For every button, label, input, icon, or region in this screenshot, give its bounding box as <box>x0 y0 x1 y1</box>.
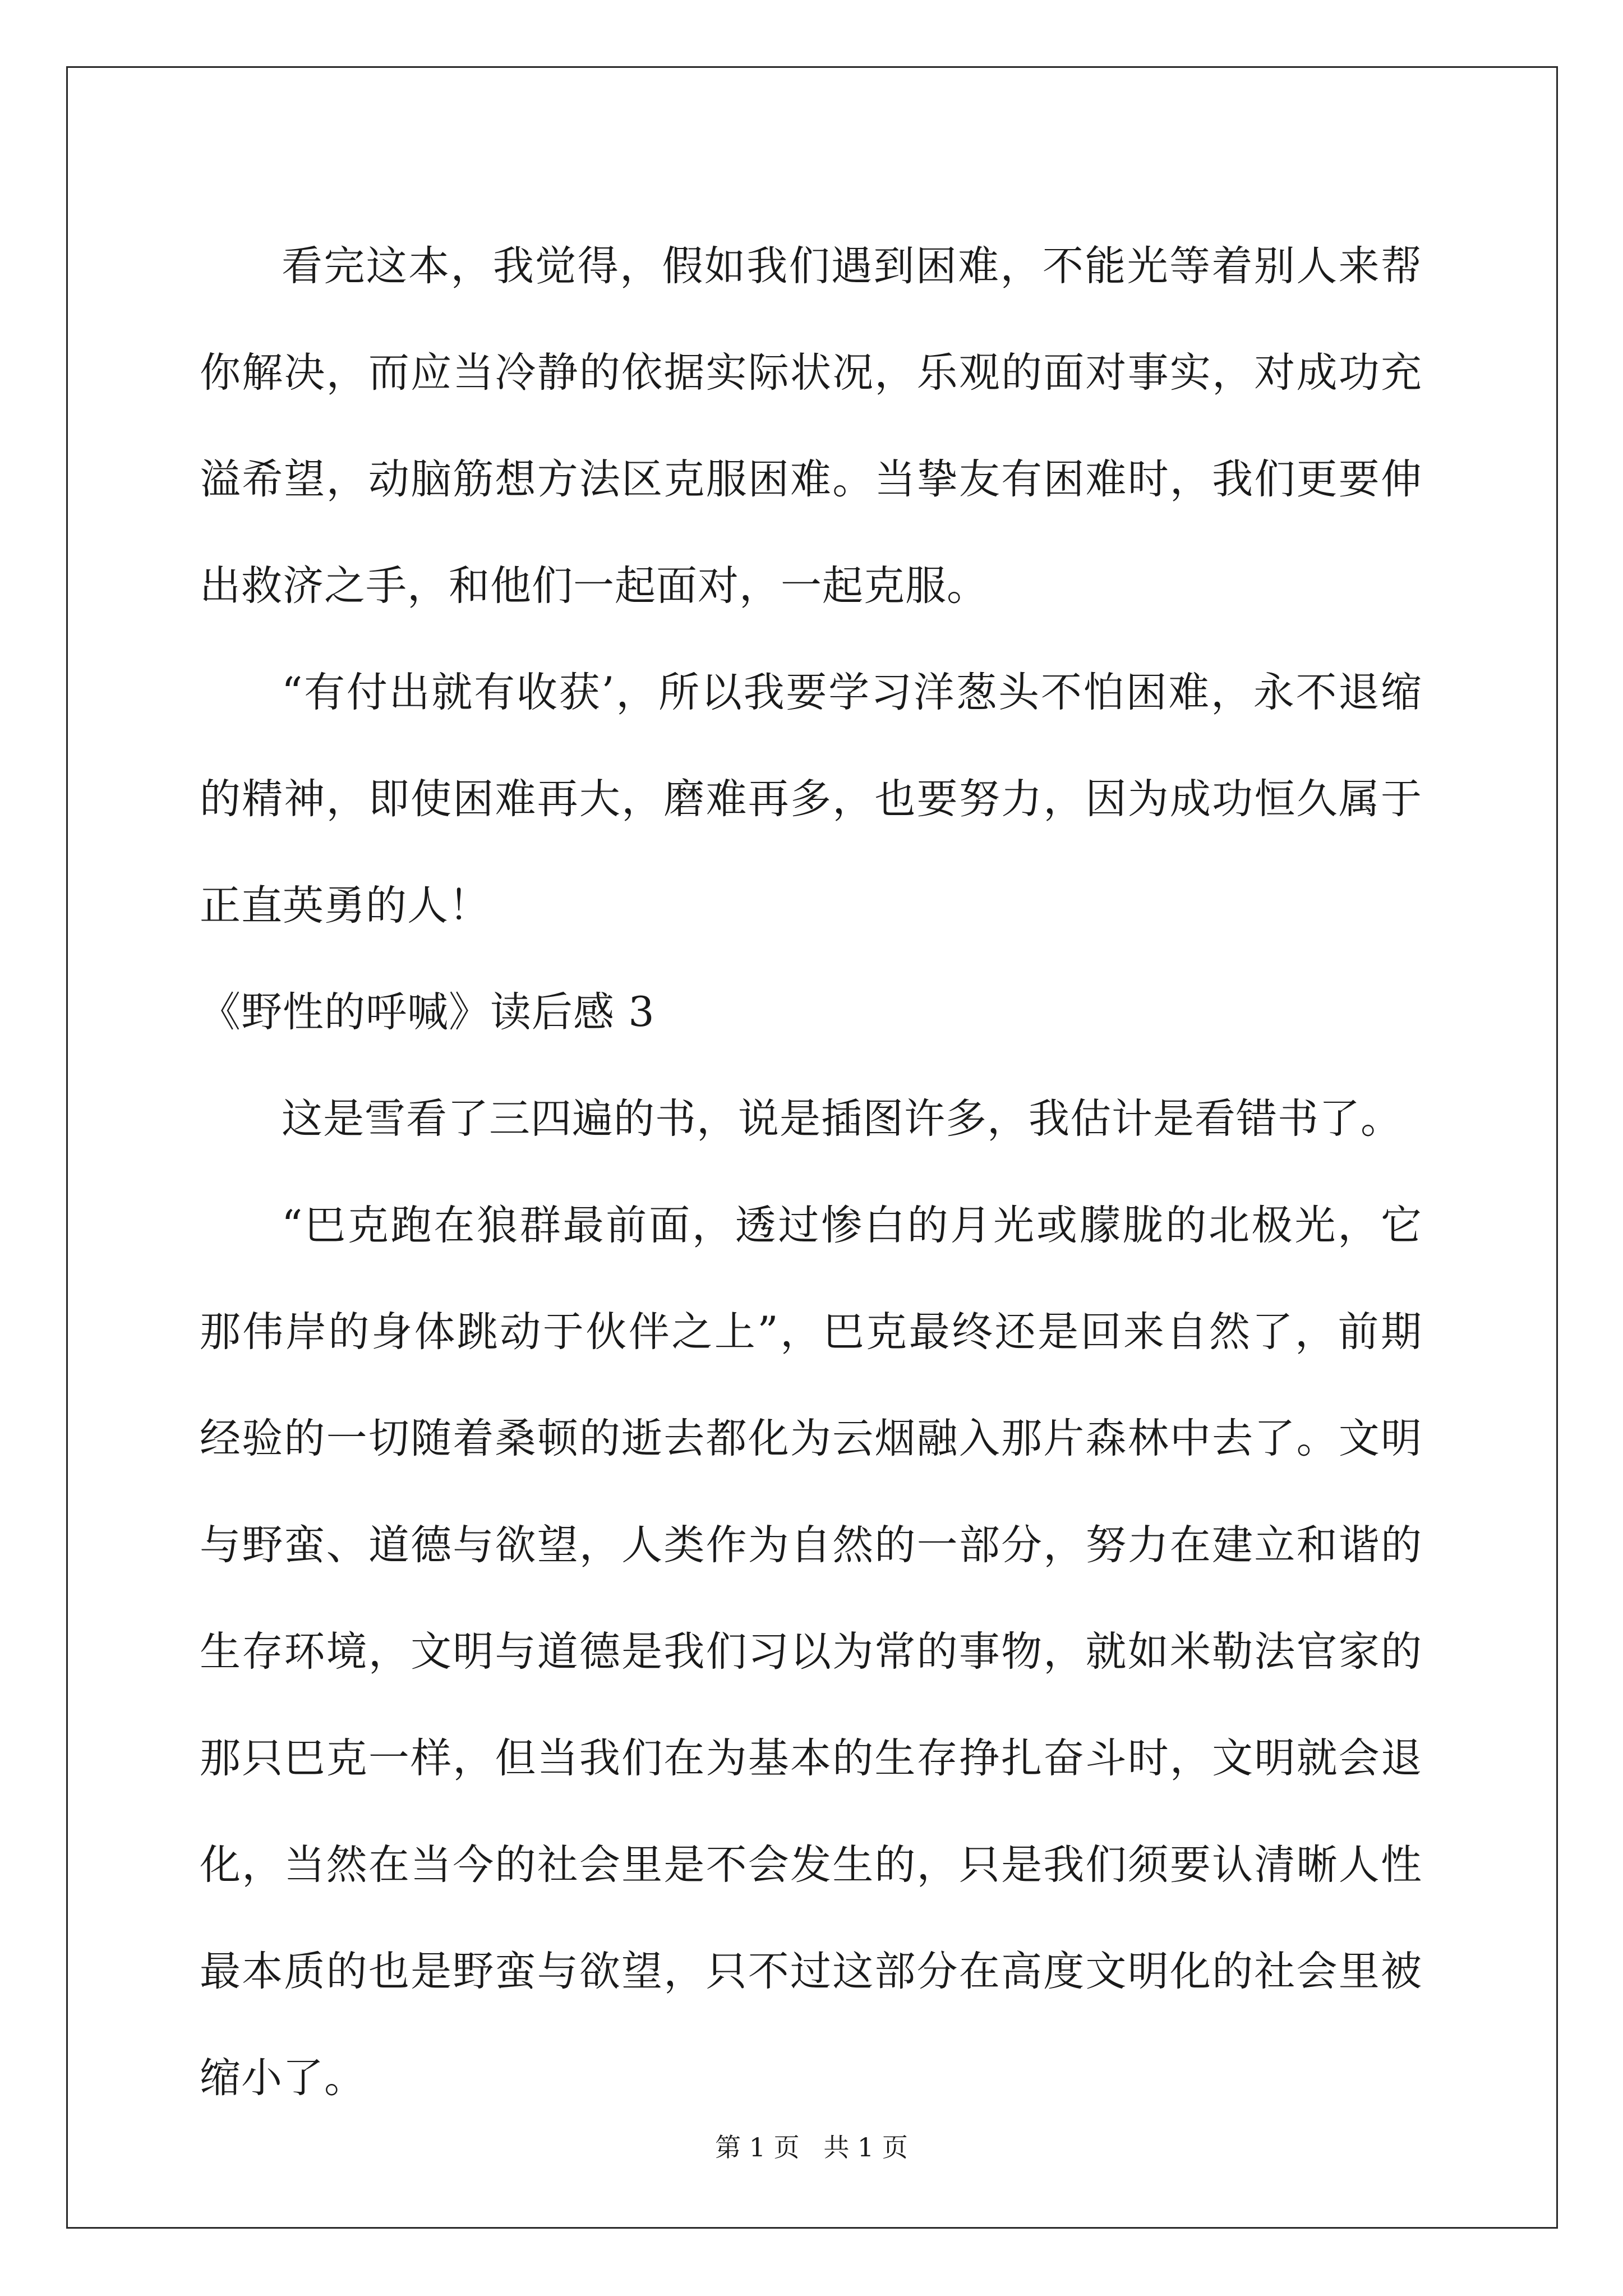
page-number: 第 1 页 <box>715 2132 800 2162</box>
paragraph-2: “有付出就有收获’，所以我要学习洋葱头不怕困难，永不退缩的精神，即使困难再大，磨难再多，也要努力，因为成功恒久属于正直英勇的人！ <box>200 669 1422 930</box>
paragraph-3: 这是雪看了三四遍的书，说是插图许多，我估计是看错书了。 <box>282 1095 1402 1143</box>
page-footer <box>0 2131 1623 2164</box>
page-total: 共 1 页 <box>823 2132 908 2162</box>
section-heading: 《野性的呼喊》读后感 3 <box>200 988 655 1036</box>
paragraph-4: “巴克跑在狼群最前面，透过惨白的月光或朦胧的北极光，它那伟岸的身体跳动于伙伴之上”，巴克最终还是回来自然了，前期经验的一切随着桑顿的逝去都化为云烟融入那片森林中去了。文明与野蛮、道德与欲望，人类作为自然的一部分，努力在建立和谐的生存环境，文明与道德是我们习以为常的事物，就如米勒法官家的那只巴克一样，但当我们在为基本的生存挣扎奋斗时，文明就会退化，当然在当今的社会里是不会发生的，只是我们须要认清晰人性最本质的也是野蛮与欲望，只不过这部分在高度文明化的社会里被缩小了。 <box>200 1202 1422 2102</box>
paragraph-1: 看完这本，我觉得，假如我们遇到困难，不能光等着别人来帮你解决，而应当冷静的依据实际状况，乐观的面对事实，对成功充溢希望，动脑筋想方法区克服困难。当挚友有困难时，我们更要伸出救济之手，和他们一起面对，一起克服。 <box>200 242 1422 610</box>
document-body <box>200 213 1422 2132</box>
